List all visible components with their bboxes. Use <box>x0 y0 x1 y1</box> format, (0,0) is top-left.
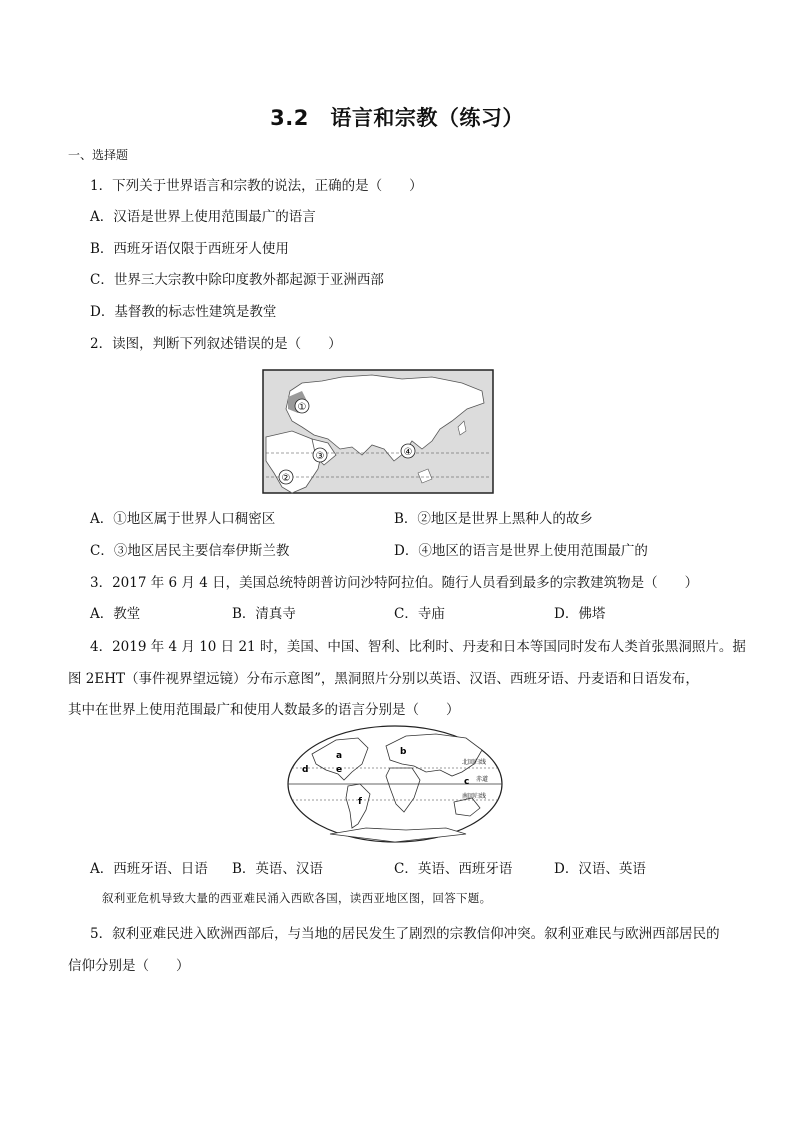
eurasia-map <box>262 369 494 494</box>
world-map-eht <box>286 724 504 844</box>
question-1-option-b: B．西班牙语仅限于西班牙人使用 <box>90 241 289 257</box>
map2-label-a: a <box>336 751 343 761</box>
map1-label-4: ④ <box>403 447 413 458</box>
map2-label-d: d <box>302 765 309 775</box>
question-4-stem-line-1: 4．2019 年 4 月 10 日 21 时，美国、中国、智利、比利时、丹麦和日本等国同时发布人类首张黑洞照片。据 <box>90 639 746 655</box>
question-1-option-d: D．基督教的标志性建筑是教堂 <box>90 304 277 320</box>
question-2-option-a: A．①地区属于世界人口稠密区 <box>90 511 276 527</box>
map2-equator: 赤道 <box>476 776 489 783</box>
question-3-option-d: D．佛塔 <box>554 606 606 622</box>
map2-tropic-north: 北回归线 <box>462 759 487 766</box>
question-4-option-d: D．汉语、英语 <box>554 861 646 877</box>
question-3-option-a: A．教堂 <box>90 606 141 622</box>
question-5-stem-line-1: 5．叙利亚难民进入欧洲西部后，与当地的居民发生了剧烈的宗教信仰冲突。叙利亚难民与欧洲西部居民的 <box>90 926 720 942</box>
question-1-option-c: C．世界三大宗教中除印度教外都起源于亚洲西部 <box>90 272 384 288</box>
question-4-option-b: B．英语、汉语 <box>232 861 323 877</box>
question-4-stem-line-2: 图 2EHT（事件视界望远镜）分布示意图”，黑洞照片分别以英语、汉语、西班牙语、丹麦语和日语发布， <box>68 671 699 687</box>
question-3-option-b: B．清真寺 <box>232 606 296 622</box>
page-title: 3.2 语言和宗教（练习） <box>270 106 524 130</box>
map2-label-f: f <box>358 797 362 807</box>
section-heading: 一、选择题 <box>68 148 129 162</box>
question-1-option-a: A．汉语是世界上使用范围最广的语言 <box>90 209 316 225</box>
map1-label-3: ③ <box>315 451 325 462</box>
map2-tropic-south: 南回归线 <box>462 793 487 800</box>
question-1-stem: 1．下列关于世界语言和宗教的说法，正确的是（ ） <box>90 178 423 194</box>
question-5-stem-line-2: 信仰分别是（ ） <box>68 958 190 974</box>
map1-label-1: ① <box>297 402 307 413</box>
question-4-option-c: C．英语、西班牙语 <box>394 861 513 877</box>
question-2-option-d: D．④地区的语言是世界上使用范围最广的 <box>394 543 648 559</box>
question-5-context: 叙利亚危机导致大量的西亚难民涌入西欧各国，读西亚地区图，回答下题。 <box>102 891 492 905</box>
map1-label-2: ② <box>281 473 291 484</box>
map2-label-e: e <box>336 765 343 775</box>
map2-label-b: b <box>400 747 407 757</box>
question-2-option-c: C．③地区居民主要信奉伊斯兰教 <box>90 543 290 559</box>
question-4-option-a: A．西班牙语、日语 <box>90 861 208 877</box>
question-2-option-b: B．②地区是世界上黑种人的故乡 <box>394 511 593 527</box>
question-2-stem: 2．读图，判断下列叙述错误的是（ ） <box>90 336 342 352</box>
question-4-stem-line-3: 其中在世界上使用范围最广和使用人数最多的语言分别是（ ） <box>68 702 460 718</box>
question-3-option-c: C．寺庙 <box>394 606 445 622</box>
map2-label-c: c <box>464 777 470 787</box>
question-3-stem: 3．2017 年 6 月 4 日，美国总统特朗普访问沙特阿拉伯。随行人员看到最多的宗教建筑物是（ ） <box>90 575 699 591</box>
